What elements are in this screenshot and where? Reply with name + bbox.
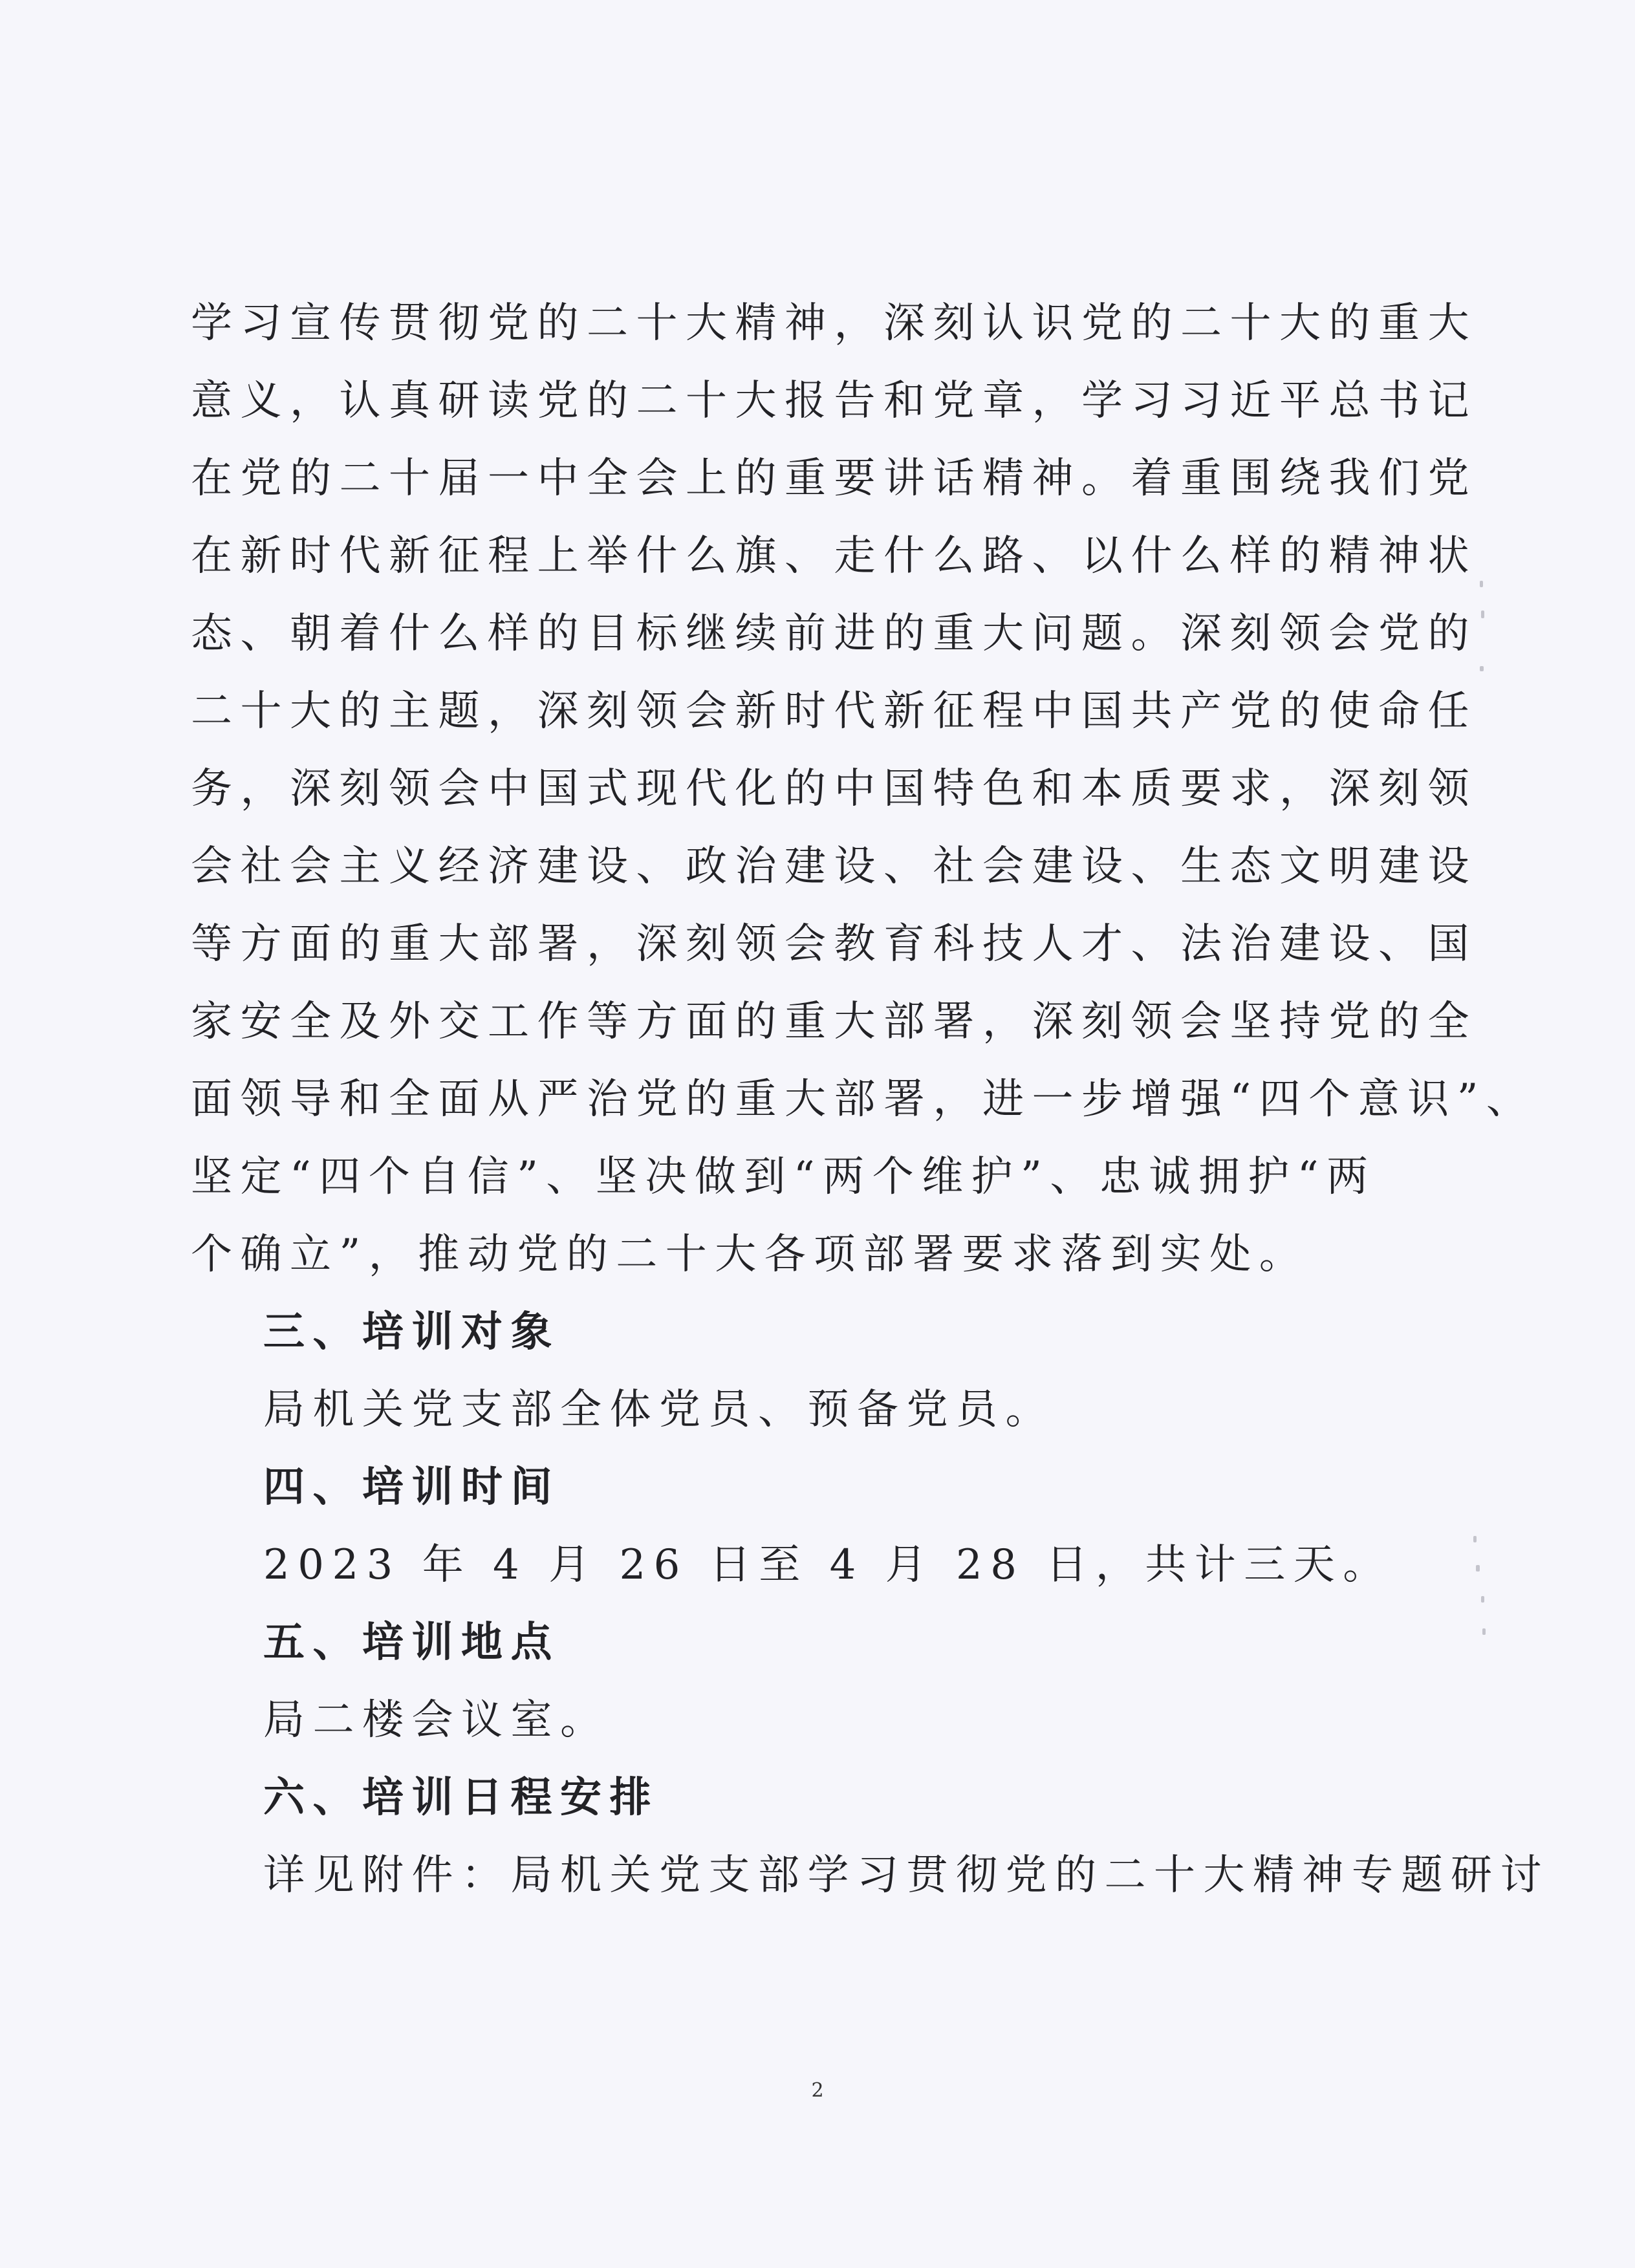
text-line: 家安全及外交工作等方面的重大部署，深刻领会坚持党的全 bbox=[191, 998, 1477, 1046]
text-line: 坚定“四个自信”、坚决做到“两个维护”、忠诚拥护“两 bbox=[191, 1153, 1376, 1201]
scan-mark bbox=[1480, 666, 1484, 671]
scan-mark bbox=[1481, 610, 1484, 618]
section-text-training-time: 2023 年 4 月 26 日至 4 月 28 日，共计三天。 bbox=[263, 1541, 1392, 1589]
document-body bbox=[191, 285, 1550, 1914]
scan-mark bbox=[1476, 1565, 1480, 1571]
text-line: 学习宣传贯彻党的二十大精神，深刻认识党的二十大的重大 bbox=[191, 299, 1477, 347]
text-line: 在党的二十届一中全会上的重要讲话精神。着重围绕我们党 bbox=[191, 455, 1477, 502]
scan-mark bbox=[1481, 1596, 1484, 1603]
page-number: 2 bbox=[811, 2079, 824, 2102]
text-line: 等方面的重大部署，深刻领会教育科技人才、法治建设、国 bbox=[191, 920, 1477, 968]
section-heading-training-time: 四、培训时间 bbox=[263, 1463, 560, 1511]
text-line: 会社会主义经济建设、政治建设、社会建设、生态文明建设 bbox=[191, 843, 1477, 891]
section-heading-training-target: 三、培训对象 bbox=[263, 1308, 560, 1356]
section-text-training-location: 局二楼会议室。 bbox=[263, 1696, 610, 1744]
text-line: 务，深刻领会中国式现代化的中国特色和本质要求，深刻领 bbox=[191, 765, 1477, 813]
section-heading-training-location: 五、培训地点 bbox=[263, 1618, 560, 1667]
text-line: 态、朝着什么样的目标继续前进的重大问题。深刻领会党的 bbox=[191, 610, 1477, 658]
text-line: 面领导和全面从严治党的重大部署，进一步增强“四个意识”、 bbox=[191, 1075, 1536, 1123]
section-text-training-schedule: 详见附件：局机关党支部学习贯彻党的二十大精神专题研讨 bbox=[263, 1852, 1550, 1899]
section-heading-training-schedule: 六、培训日程安排 bbox=[263, 1773, 659, 1822]
text-line: 在新时代新征程上举什么旗、走什么路、以什么样的精神状 bbox=[191, 532, 1477, 580]
scan-mark bbox=[1480, 581, 1483, 587]
text-line: 二十大的主题，深刻领会新时代新征程中国共产党的使命任 bbox=[191, 687, 1477, 735]
scan-mark bbox=[1473, 1536, 1477, 1542]
scan-mark bbox=[1482, 1628, 1486, 1635]
paragraph-training-content bbox=[191, 285, 1536, 1293]
text-line: 个确立”，推动党的二十大各项部署要求落到实处。 bbox=[191, 1231, 1309, 1279]
section-text-training-target: 局机关党支部全体党员、预备党员。 bbox=[263, 1386, 1055, 1434]
text-line: 意义，认真研读党的二十大报告和党章，学习习近平总书记 bbox=[191, 377, 1477, 425]
